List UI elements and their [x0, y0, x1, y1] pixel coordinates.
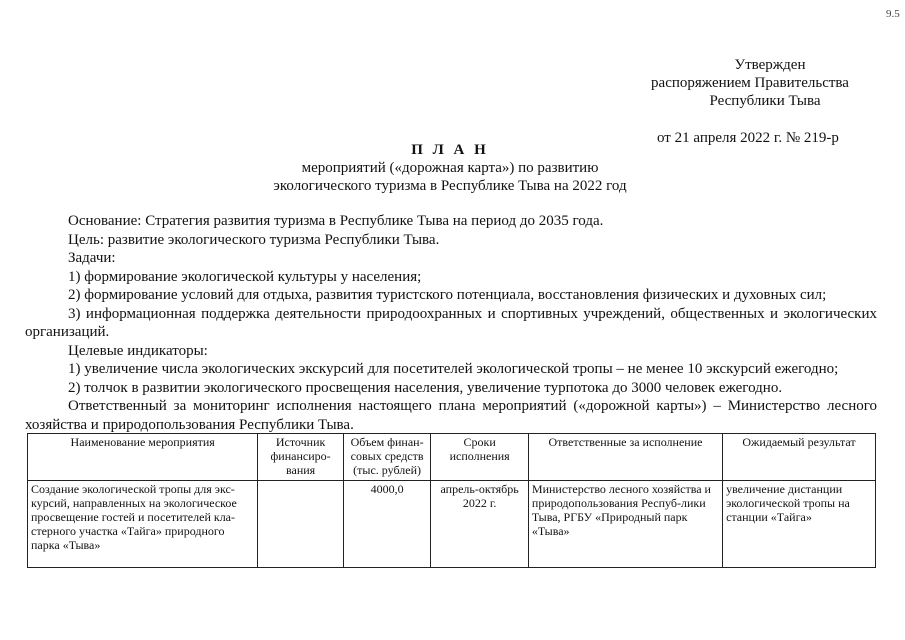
- approval-line-approved: Утвержден: [734, 57, 806, 73]
- cell-expected-result: увеличение дистанции экологической тропы на станции «Тайга»: [723, 481, 876, 568]
- paragraph-responsible: Ответственный за мониторинг исполнения настоящего плана мероприятий («дорожной карты») – Министерство лесного хозяйства и природопользования Республики Тыва.: [25, 398, 877, 433]
- paragraph-task-1: 1) формирование экологической культуры у населения;: [68, 268, 422, 285]
- page-number-mark: 9.5: [886, 8, 900, 20]
- title-plan: П Л А Н: [411, 142, 489, 158]
- paragraph-task-3: 3) информационная поддержка деятельности природоохранных и спортивных учреждений, общественных и экологических организаций.: [25, 305, 877, 340]
- header-funding-source: Источник финансиро-вания: [258, 434, 344, 481]
- header-deadline: Сроки исполнения: [431, 434, 529, 481]
- plan-table: [27, 433, 876, 568]
- approval-line-order: распоряжением Правительства: [651, 75, 849, 91]
- cell-activity-name: Создание экологической тропы для экс-курсий, направленных на экологическое просвещение гостей и посетителей кла-стерного участка «Тайга» природного парка «Тыва»: [28, 481, 258, 568]
- document-title: [200, 141, 700, 195]
- title-line-2: экологического туризма в Республике Тыва на 2022 год: [273, 178, 627, 194]
- cell-funding-amount: 4000,0: [343, 481, 431, 568]
- paragraph-task-2: 2) формирование условий для отдыха, развития туристского потенциала, восстановления физических и духовных сил;: [68, 287, 827, 303]
- approval-date: от 21 апреля 2022 г. № 219-р: [657, 130, 839, 146]
- header-funding-amount: Объем финан-совых средств (тыс. рублей): [343, 434, 431, 481]
- cell-deadline: апрель-октябрь 2022 г.: [431, 481, 529, 568]
- paragraph-basis: Основание: Стратегия развития туризма в Республике Тыва на период до 2035 года.: [68, 213, 604, 229]
- table-row: [28, 481, 876, 568]
- paragraph-indicator-2: 2) толчок в развитии экологического просвещения населения, увеличение турпотока до 3000 человек ежегодно.: [68, 379, 783, 396]
- approval-block: [600, 56, 900, 110]
- title-line-1: мероприятий («дорожная карта») по развитию: [301, 160, 599, 176]
- table-header-row: [28, 434, 876, 481]
- cell-responsible: Министерство лесного хозяйства и природопользования Респуб-лики Тыва, РГБУ «Природный парк «Тыва»: [528, 481, 722, 568]
- approval-line-republic: Республики Тыва: [709, 93, 821, 109]
- header-responsible: Ответственные за исполнение: [528, 434, 722, 481]
- cell-funding-source: [258, 481, 344, 568]
- paragraph-indicators-heading: Целевые индикаторы:: [68, 342, 208, 359]
- header-activity-name: Наименование мероприятия: [28, 434, 258, 481]
- paragraph-tasks-heading: Задачи:: [68, 250, 116, 266]
- document-body: [25, 212, 877, 434]
- paragraph-goal: Цель: развитие экологического туризма Республики Тыва.: [68, 231, 440, 248]
- paragraph-indicator-1: 1) увеличение числа экологических экскурсий для посетителей экологической тропы – не менее 10 экскурсий ежегодно;: [68, 361, 839, 377]
- header-expected-result: Ожидаемый результат: [723, 434, 876, 481]
